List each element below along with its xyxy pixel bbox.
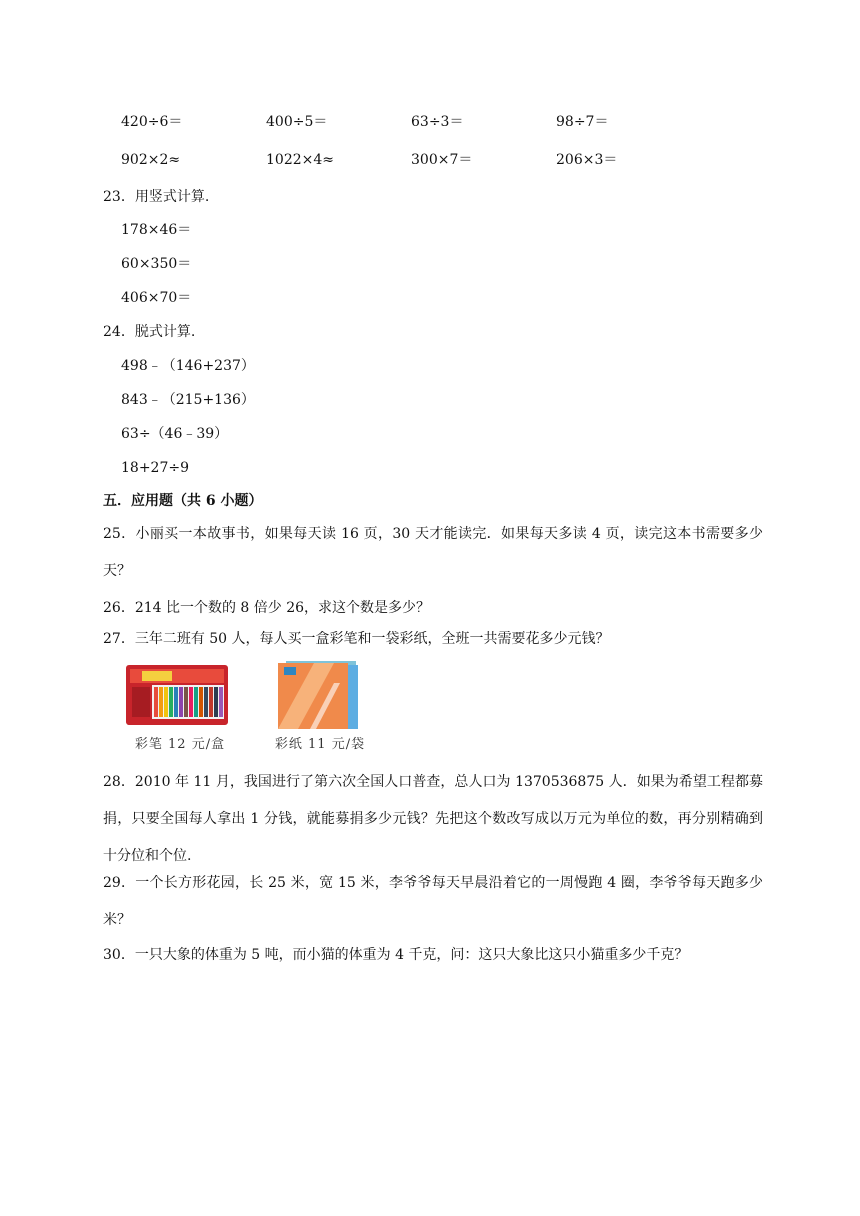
expression: 206×3＝ [556, 152, 618, 168]
crayon-box-icon [124, 659, 230, 729]
expression: 406×70＝ [121, 290, 192, 306]
expression: 843﹣（215+136） [121, 392, 255, 408]
oral-calc-row-2 [121, 150, 721, 170]
question-25: 25．小丽买一本故事书，如果每天读 16 页，30 天才能读完．如果每天多读 4 页，读完这本书需要多少天？ [103, 526, 763, 579]
expression: 400÷5＝ [266, 114, 328, 130]
question-28: 28．2010 年 11 月，我国进行了第六次全国人口普查，总人口为 1370536875 人．如果为希望工程都募捐，只要全国每人拿出 1 分钱，就能募捐多少元钱？先把这个数改写成以万元为单位的数，再分别精确到十分位和个位. [103, 774, 763, 864]
expression: 1022×4≈ [266, 152, 334, 168]
product-caption: 彩纸 11 元/袋 [274, 737, 366, 752]
question-26: 26．214 比一个数的 8 倍少 26，求这个数是多少？ [103, 600, 431, 616]
expression: 18+27÷9 [121, 460, 189, 476]
expression: 98÷7＝ [556, 114, 609, 130]
section-heading: 五．应用题（共 6 小题） [103, 493, 263, 509]
expression: 178×46＝ [121, 222, 192, 238]
question-30: 30．一只大象的体重为 5 吨，而小猫的体重为 4 千克，问：这只大象比这只小猫重多少千克？ [103, 947, 689, 963]
product-illustrations [120, 657, 380, 757]
expression: 300×7＝ [411, 152, 473, 168]
product-caption: 彩笔 12 元/盒 [134, 737, 226, 752]
question-23-title: 23．用竖式计算. [103, 189, 210, 205]
expression: 902×2≈ [121, 152, 181, 168]
paper-pack-icon [264, 659, 370, 731]
expression: 63÷3＝ [411, 114, 464, 130]
product-paper [260, 657, 380, 757]
product-crayons [120, 657, 240, 757]
expression: 420÷6＝ [121, 114, 183, 130]
oral-calc-row-1 [121, 112, 721, 132]
expression: 498﹣（146+237） [121, 358, 255, 374]
question-24-title: 24．脱式计算. [103, 324, 196, 340]
question-27: 27．三年二班有 50 人，每人买一盒彩笔和一袋彩纸，全班一共需要花多少元钱？ [103, 631, 610, 647]
expression: 63÷（46﹣39） [121, 426, 229, 442]
question-29: 29．一个长方形花园，长 25 米，宽 15 米，李爷爷每天早晨沿着它的一周慢跑 4 圈，李爷爷每天跑多少米？ [103, 875, 763, 928]
expression: 60×350＝ [121, 256, 192, 272]
